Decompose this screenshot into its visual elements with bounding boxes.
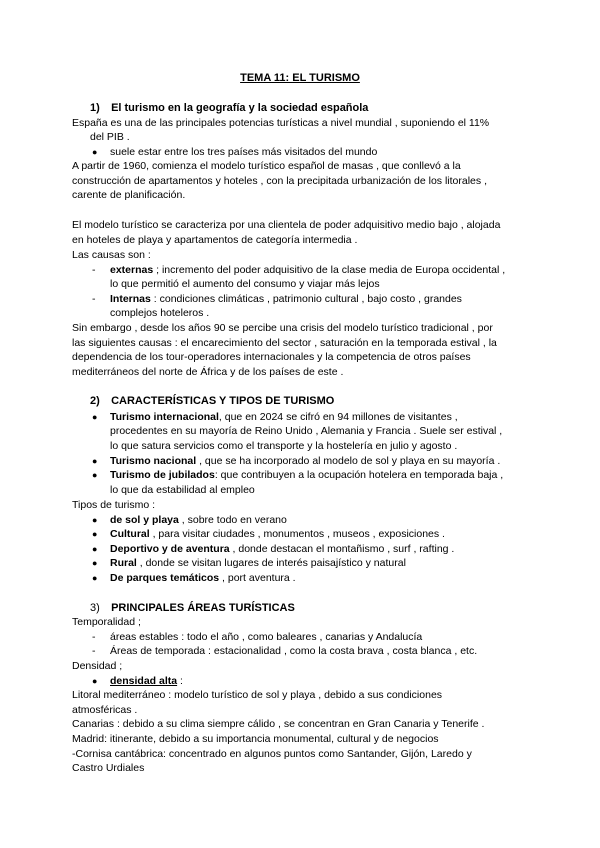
paragraph-line: atmosféricas . <box>72 704 138 716</box>
list-item <box>110 674 183 688</box>
bullet-icon: ● <box>92 147 98 157</box>
list-item-text: , donde destacan el montañismo , surf , rafting . <box>229 543 455 555</box>
paragraph-line: Sin embargo , desde los años 90 se percibe una crisis del modelo turístico tradicional , por <box>72 322 493 334</box>
list-item <box>110 571 296 585</box>
list-item <box>110 513 287 527</box>
paragraph-line: construcción de apartamentos y hoteles , con la precipitada urbanización de los litorales , <box>72 175 487 187</box>
paragraph-line: Densidad ; <box>72 660 123 672</box>
list-item-text: , que se ha incorporado al modelo de sol y playa en su mayoría . <box>196 455 501 467</box>
section-1-heading <box>90 101 368 115</box>
section-2-heading <box>90 394 334 408</box>
term-deportivo: Deportivo y de aventura <box>110 543 230 555</box>
paragraph-line: Madrid: itinerante, debido a su importancia monumental, cultural y de negocios <box>72 733 439 745</box>
paragraph-line: A partir de 1960, comienza el modelo turístico español de masas , que conllevó a la <box>72 160 461 172</box>
dash-marker: - <box>92 293 96 305</box>
paragraph-line: -Cornisa cantábrica: concentrado en algunos puntos como Santander, Gijón, Laredo y <box>72 748 472 760</box>
list-item <box>110 542 454 556</box>
paragraph-line: Tipos de turismo : <box>72 499 156 511</box>
section-2-number: 2) <box>90 395 100 407</box>
list-item: suele estar entre los tres países más visitados del mundo <box>110 146 378 158</box>
term-internas: Internas <box>110 293 151 305</box>
paragraph-line: Canarias : debido a su clima siempre cálido , se concentran en Gran Canaria y Tenerife . <box>72 718 485 730</box>
page-title: TEMA 11: EL TURISMO <box>240 72 360 84</box>
term-nacional: Turismo nacional <box>110 455 197 467</box>
section-1-title: El turismo en la geografía y la sociedad española <box>111 102 369 114</box>
list-item: áreas estables : todo el año , como baleares , canarias y Andalucía <box>110 631 423 643</box>
bullet-icon: ● <box>92 515 98 525</box>
dash-marker: - <box>92 645 96 657</box>
term-sol-playa: de sol y playa <box>110 514 179 526</box>
list-item-text: , que en 2024 se cifró en 94 millones de visitantes , <box>218 411 458 423</box>
section-3-number: 3) <box>90 602 100 614</box>
dash-marker: - <box>92 264 96 276</box>
paragraph-line: Litoral mediterráneo : modelo turístico de sol y playa , debido a sus condiciones <box>72 689 443 701</box>
section-2-title: CARACTERÍSTICAS Y TIPOS DE TURISMO <box>111 395 335 407</box>
term-jubilados: Turismo de jubilados <box>110 469 215 481</box>
paragraph-line: del PIB . <box>90 131 130 143</box>
section-3-heading <box>90 601 295 615</box>
list-item-continuation: complejos hoteleros . <box>110 307 210 319</box>
paragraph-line: Las causas son : <box>72 249 151 261</box>
bullet-icon: ● <box>92 456 98 466</box>
section-3-title: PRINCIPALES ÁREAS TURÍSTICAS <box>111 602 295 614</box>
list-item-continuation: lo que permitió el aumento del consumo y viajar más lejos <box>110 278 380 290</box>
list-item-continuation: lo que satura servicios como el transporte y la hostelería en julio y agosto . <box>110 440 458 452</box>
term-internacional: Turismo internacional <box>110 411 219 423</box>
list-item-text: : <box>177 675 183 687</box>
list-item-text: : condiciones climáticas , patrimonio cultural , bajo costo , grandes <box>150 293 462 305</box>
term-densidad-alta: densidad alta <box>110 675 178 687</box>
list-item-continuation: procedentes en su mayoría de Reino Unido , Alemania y Francia . Suele ser estival , <box>110 425 503 437</box>
list-item-text: : que contribuyen a la ocupación hotelera en temporada baja , <box>214 469 504 481</box>
paragraph-line: El modelo turístico se caracteriza por una clientela de poder adquisitivo medio bajo , alojada <box>72 219 501 231</box>
paragraph-line: mediterráneos del norte de África y de los países de este . <box>72 366 344 378</box>
section-1-number: 1) <box>90 102 100 114</box>
bullet-icon: ● <box>92 412 98 422</box>
term-parques: De parques temáticos <box>110 572 220 584</box>
list-item <box>110 468 503 482</box>
list-item <box>110 410 458 424</box>
dash-marker: - <box>92 631 96 643</box>
list-item-text: , sobre todo en verano <box>178 514 287 526</box>
bullet-icon: ● <box>92 573 98 583</box>
bullet-icon: ● <box>92 470 98 480</box>
term-externas: externas <box>110 264 154 276</box>
paragraph-line: Castro Urdiales <box>72 762 145 774</box>
paragraph-line: carente de planificación. <box>72 189 186 201</box>
list-item <box>110 454 500 468</box>
list-item-continuation: lo que da estabilidad al empleo <box>110 484 255 496</box>
list-item: Áreas de temporada : estacionalidad , como la costa brava , costa blanca , etc. <box>110 645 478 657</box>
list-item-text: , para visitar ciudades , monumentos , museos , exposiciones . <box>149 528 445 540</box>
list-item <box>110 263 505 277</box>
bullet-icon: ● <box>92 544 98 554</box>
list-item-text: , donde se visitan lugares de interés paisajístico y natural <box>136 557 406 569</box>
paragraph-line: España es una de las principales potencias turísticas a nivel mundial , suponiendo el 11% <box>72 117 490 129</box>
bullet-icon: ● <box>92 558 98 568</box>
list-item <box>110 527 445 541</box>
list-item <box>110 556 406 570</box>
list-item-text: ; incremento del poder adquisitivo de la clase media de Europa occidental , <box>153 264 506 276</box>
paragraph-line: en hoteles de playa y apartamentos de categoría intermedia . <box>72 234 358 246</box>
term-rural: Rural <box>110 557 137 569</box>
list-item <box>110 292 462 306</box>
paragraph-line: dependencia de los tour-operadores internacionales y la competencia de otros países <box>72 351 471 363</box>
bullet-icon: ● <box>92 529 98 539</box>
list-item-text: , port aventura . <box>219 572 296 584</box>
bullet-icon: ● <box>92 676 98 686</box>
term-cultural: Cultural <box>110 528 150 540</box>
paragraph-line: Temporalidad ; <box>72 616 141 628</box>
paragraph-line: las siguientes causas : el encarecimiento del sector , saturación en la temporada estival , la <box>72 337 497 349</box>
